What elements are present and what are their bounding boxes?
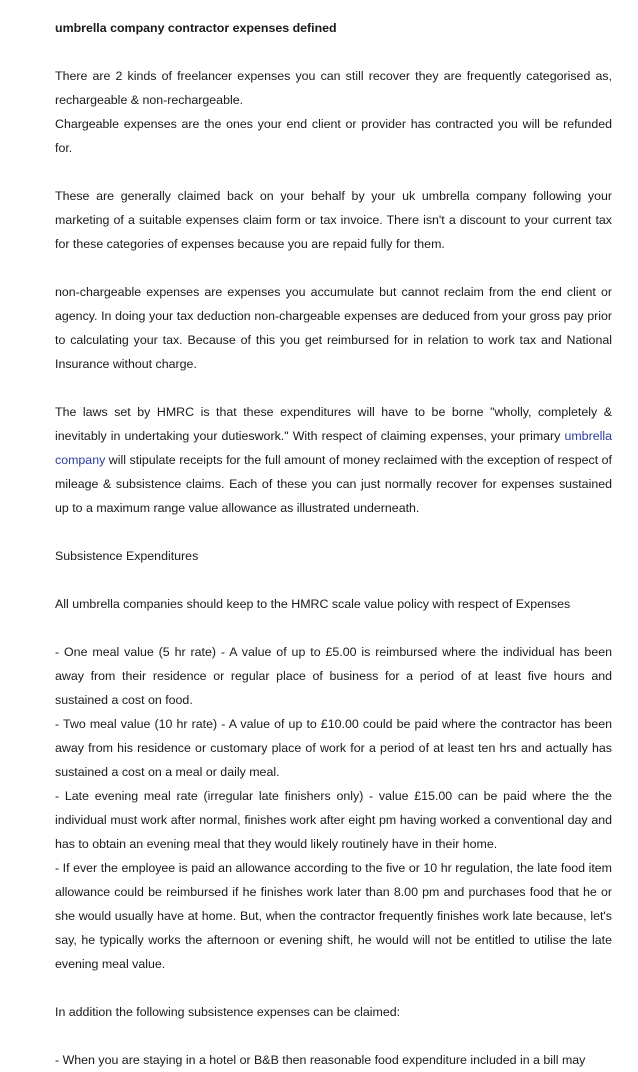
list-item-allowance: - If ever the employee is paid an allowance according to the five or 10 hr regulation, the late food item allowance could be reimbursed if he finishes work later than 8.00 pm and purchases food that he or she would usually have at home. But, when the contractor frequently finishes work late because, let's say, he typically works the afternoon or evening shift, he would will not be entitled to utilise the late evening meal value. <box>55 861 612 971</box>
document-title: umbrella company contractor expenses defined <box>55 21 337 35</box>
spacer <box>55 1024 612 1048</box>
hmrc-text-after: will stipulate receipts for the full amount of money reclaimed with the exception of respect of mileage & subsistence claims. Each of these you can just normally recover for expenses sustained up to a maximum range value allowance as illustrated underneath. <box>55 453 612 515</box>
spacer <box>55 568 612 592</box>
umbrella-company-link[interactable]: umbrella company <box>55 429 612 467</box>
list-item-one-meal: - One meal value (5 hr rate) - A value of up to £5.00 is reimbursed where the individual has been away from their residence or regular place of business for a period of at least five hours and sustained a cost on food. <box>55 645 612 707</box>
paragraph-non-chargeable: non-chargeable expenses are expenses you accumulate but cannot reclaim from the end client or agency. In doing your tax deduction non-chargeable expenses are deduced from your gross pay prior to calculating your tax. Because of this you get reimbursed for in relation to work tax and National Insurance without charge. <box>55 285 612 371</box>
spacer <box>55 520 612 544</box>
spacer <box>55 616 612 640</box>
paragraph-intro: There are 2 kinds of freelancer expenses you can still recover they are frequently categorised as, rechargeable & non-rechargeable. <box>55 69 612 107</box>
list-item-two-meal: - Two meal value (10 hr rate) - A value of up to £10.00 could be paid where the contractor has been away from his residence or customary place of work for a period of at least ten hrs and actually has sustained a cost on a meal or daily meal. <box>55 717 612 779</box>
paragraph-scale-value: All umbrella companies should keep to the HMRC scale value policy with respect of Expenses <box>55 597 571 611</box>
spacer <box>55 976 612 1000</box>
paragraph-chargeable: Chargeable expenses are the ones your end client or provider has contracted you will be refunded for. <box>55 117 612 155</box>
paragraph-hmrc-laws <box>55 400 612 520</box>
spacer <box>55 160 612 184</box>
list-item-hotel: - When you are staying in a hotel or B&B then reasonable food expenditure included in a bill may <box>55 1053 586 1067</box>
hmrc-text-before: The laws set by HMRC is that these expenditures will have to be borne "wholly, completely & inevitably in undertaking your dutieswork." With respect of claiming expenses, your primary <box>55 405 612 443</box>
spacer <box>55 40 612 64</box>
paragraph-additional: In addition the following subsistence expenses can be claimed: <box>55 1005 401 1019</box>
spacer <box>55 256 612 280</box>
section-heading-subsistence: Subsistence Expenditures <box>55 549 199 563</box>
document-page <box>55 16 612 1072</box>
spacer <box>55 376 612 400</box>
paragraph-claimed-back: These are generally claimed back on your behalf by your uk umbrella company following your marketing of a suitable expenses claim form or tax invoice. There isn't a discount to your current tax for these categories of expenses because you are repaid fully for them. <box>55 189 612 251</box>
list-item-late-evening: - Late evening meal rate (irregular late finishers only) - value £15.00 can be paid where the the individual must work after normal, finishes work after eight pm having worked a conventional day and has to obtain an evening meal that they would likely routinely have in their home. <box>55 789 612 851</box>
